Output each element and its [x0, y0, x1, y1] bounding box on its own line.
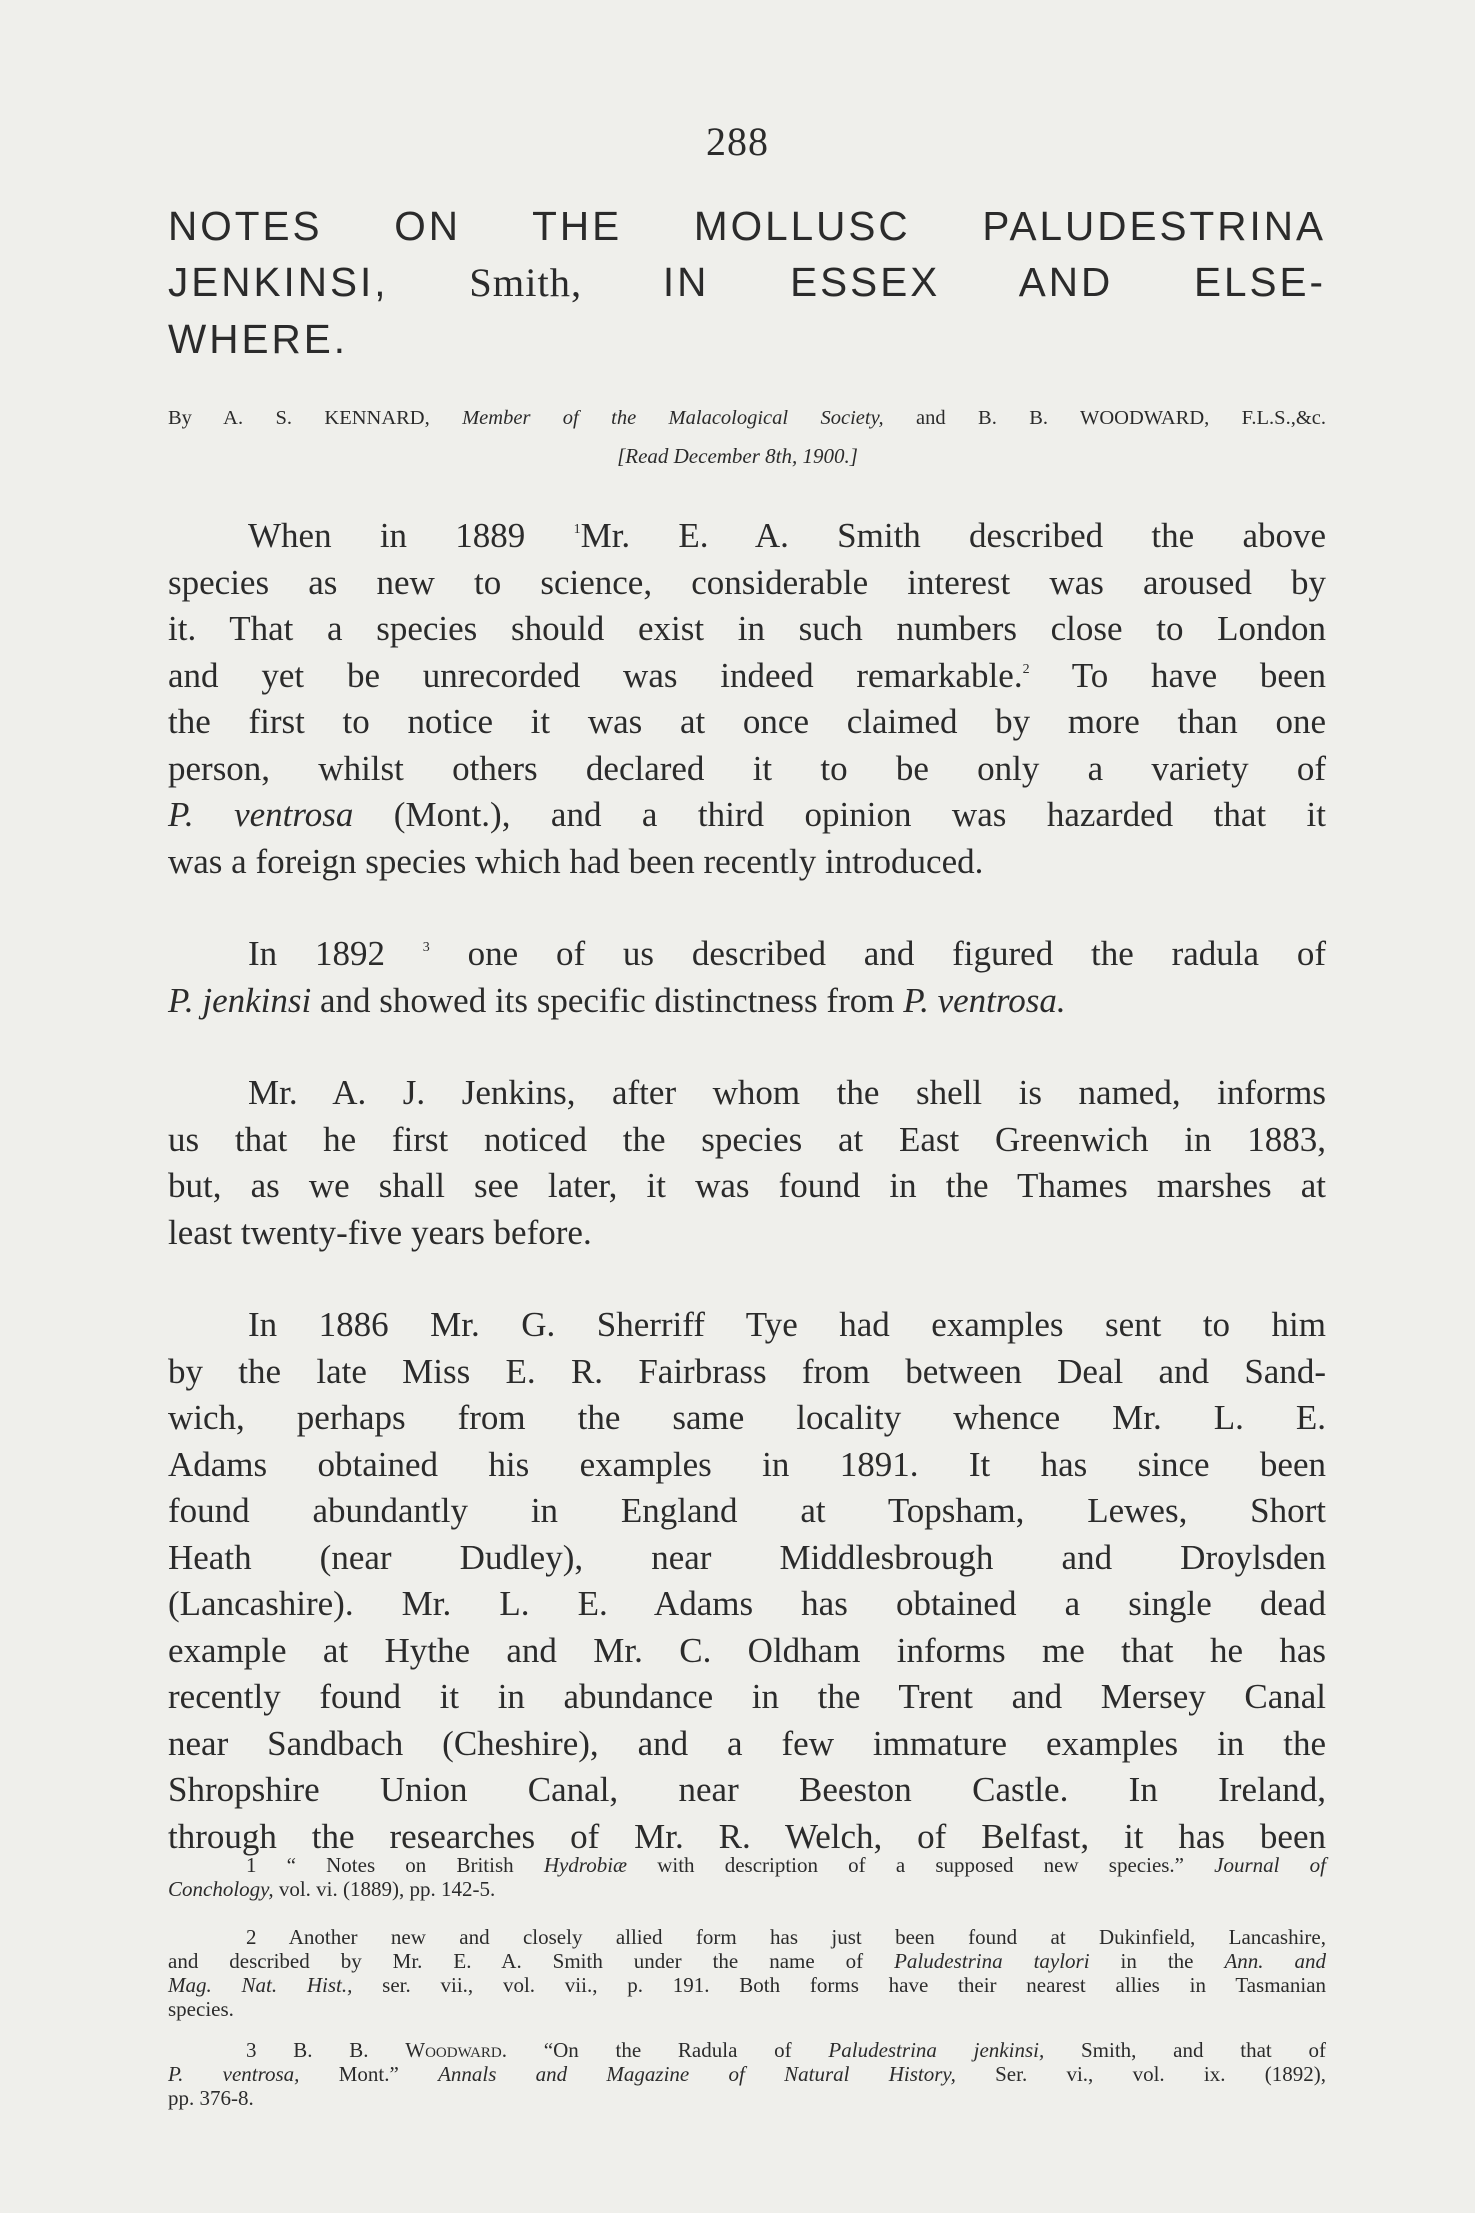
text-run: 3 B. B.: [246, 2038, 406, 2062]
footnote-line: [168, 1949, 1326, 1973]
title-line: [168, 254, 1326, 311]
text-run: Mr. E. A. Smith described the above: [580, 516, 1327, 555]
body-line: [168, 1163, 1326, 1210]
title-text: IN ESSEX AND ELSE-: [582, 259, 1326, 305]
text-run: and yet be unrecorded was indeed remarkable.: [168, 655, 1023, 695]
body-line: [168, 560, 1326, 607]
title-line: WHERE.: [168, 316, 348, 362]
body-line: [168, 746, 1326, 793]
text-run: and showed its specific distinctness from: [311, 980, 904, 1020]
text-run: person, whilst others declared it to be only a variety of: [168, 748, 1326, 788]
footnote: [168, 1853, 1326, 1901]
body-paragraph: [168, 1302, 1326, 1860]
text-run: example at Hythe and Mr. C. Oldham informs me that he has: [168, 1630, 1326, 1670]
footnote-line: [168, 1997, 1326, 2021]
text-run: Heath (near Dudley), near Middlesbrough and Droylsden: [168, 1537, 1326, 1577]
italic-text: Journal of: [1214, 1853, 1326, 1877]
body-paragraph: [168, 931, 1326, 1024]
text-run: Ser. vi., vol. ix. (1892),: [955, 2062, 1327, 2086]
body-line: [168, 1535, 1326, 1582]
italic-text: Hydrobiæ: [543, 1853, 628, 1877]
italic-text: Conchology,: [168, 1877, 274, 1901]
body-line: [168, 978, 1326, 1025]
italic-text: P. ventrosa: [168, 795, 354, 834]
italic-text: Mag. Nat. Hist.,: [168, 1973, 353, 1997]
article-body: [168, 513, 1326, 1906]
text-run: through the researches of Mr. R. Welch, of Belfast, it has been: [168, 1816, 1326, 1856]
footnote: [168, 2038, 1326, 2110]
body-line: [168, 1721, 1326, 1768]
text-run: with description of a supposed new species.”: [627, 1853, 1215, 1877]
body-line: [168, 1070, 1326, 1117]
text-run: . “On the Radula of: [501, 2038, 829, 2062]
text-run: When in 1889: [248, 516, 574, 555]
text-run: was a foreign species which had been recently introduced.: [168, 841, 984, 881]
text-run: Adams obtained his examples in 1891. It has since been: [168, 1444, 1326, 1484]
body-line: [168, 931, 1326, 978]
italic-text: Ann. and: [1224, 1949, 1327, 1973]
text-run: and described by Mr. E. A. Smith under the name of: [168, 1949, 895, 1973]
text-run: (Mont.), and a third opinion was hazarded that it: [353, 795, 1326, 834]
text-run: Mont.”: [299, 2062, 439, 2086]
title-author-name: Smith,: [469, 260, 583, 305]
body-line: [168, 1767, 1326, 1814]
text-run: one of us described and figured the radula of: [429, 934, 1327, 973]
text-run: recently found it in abundance in the Trent and Mersey Canal: [168, 1677, 1326, 1716]
byline-prefix: By A. S. KENNARD,: [168, 407, 463, 429]
footnote-marker: 2: [1022, 661, 1030, 677]
body-line: [168, 513, 1326, 560]
body-line: [168, 1117, 1326, 1164]
body-line: [168, 1628, 1326, 1675]
body-line: [168, 606, 1326, 653]
body-paragraph: [168, 513, 1326, 885]
text-run: 2 Another new and closely allied form has just been found at Dukinfield, Lancashire,: [246, 1925, 1326, 1949]
text-run: Mr. A. J. Jenkins, after whom the shell is named, informs: [248, 1073, 1326, 1112]
text-run: Woodward: [405, 2038, 502, 2062]
body-line: [168, 1488, 1326, 1535]
italic-text: Annals and Magazine of Natural History,: [438, 2062, 956, 2086]
text-run: Shropshire Union Canal, near Beeston Castle. In Ireland,: [168, 1770, 1326, 1809]
italic-text: P. ventrosa,: [168, 2062, 300, 2086]
footnote-line: [168, 2086, 1326, 2110]
text-run: 1 “ Notes on British: [246, 1853, 544, 1877]
byline-role: Member of the Malacological Society,: [462, 407, 884, 429]
italic-text: P. jenkinsi: [168, 980, 312, 1020]
text-run: it. That a species should exist in such numbers close to London: [168, 609, 1326, 648]
body-line: [168, 1395, 1326, 1442]
byline: [168, 407, 1326, 430]
body-line: [168, 699, 1326, 746]
text-run: in the: [1089, 1949, 1225, 1973]
footnote-line: [168, 1877, 1326, 1901]
page-number: 288: [706, 119, 769, 164]
read-date: [Read December 8th, 1900.]: [617, 444, 858, 468]
text-run: near Sandbach (Cheshire), and a few immature examples in the: [168, 1723, 1326, 1763]
body-line: [168, 1674, 1326, 1721]
body-line: [168, 1581, 1326, 1628]
text-run: but, as we shall see later, it was found in the Thames marshes at: [168, 1166, 1326, 1205]
text-run: wich, perhaps from the same locality whence Mr. L. E.: [168, 1398, 1326, 1437]
text-run: us that he first noticed the species at East Greenwich in 1883,: [168, 1119, 1326, 1159]
footnote-marker: 3: [422, 940, 430, 955]
text-run: species.: [168, 1997, 234, 2021]
text-run: In 1886 Mr. G. Sherriff Tye had examples sent to him: [248, 1305, 1326, 1344]
body-paragraph: [168, 1070, 1326, 1256]
title-text: JENKINSI,: [168, 259, 470, 305]
text-run: vol. vi. (1889), pp. 142-5.: [273, 1877, 496, 1901]
footnote-marker: 1: [573, 522, 581, 537]
body-line: [168, 653, 1326, 700]
text-run: found abundantly in England at Topsham, Lewes, Short: [168, 1491, 1326, 1530]
article-title: [168, 198, 1326, 367]
text-run: (Lancashire). Mr. L. E. Adams has obtained a single dead: [168, 1584, 1326, 1623]
text-run: In 1892: [248, 934, 423, 973]
body-line: [168, 1210, 1326, 1257]
body-line: [168, 839, 1326, 886]
body-line: [168, 792, 1326, 839]
text-run: species as new to science, considerable interest was aroused by: [168, 562, 1326, 602]
footnote-line: [168, 1973, 1326, 1997]
footnote: [168, 1925, 1326, 2021]
title-line: NOTES ON THE MOLLUSC PALUDESTRINA: [168, 203, 1326, 249]
text-run: ser. vii., vol. vii., p. 191. Both forms have their nearest allies in Tasmanian: [352, 1973, 1327, 1997]
italic-text: Paludestrina jenkinsi,: [828, 2038, 1045, 2062]
footnote-line: [168, 2062, 1326, 2086]
text-run: To have been: [1029, 655, 1326, 695]
body-line: [168, 1442, 1326, 1489]
body-line: [168, 1349, 1326, 1396]
footnote-line: [168, 2038, 1326, 2062]
text-run: the first to notice it was at once claimed by more than one: [168, 702, 1326, 741]
body-line: [168, 1302, 1326, 1349]
text-run: by the late Miss E. R. Fairbrass from between Deal and Sand-: [168, 1351, 1326, 1391]
text-run: Smith, and that of: [1044, 2038, 1326, 2062]
footnote-line: [168, 1925, 1326, 1949]
text-run: pp. 376-8.: [168, 2086, 254, 2110]
byline-suffix: and B. B. WOODWARD, F.L.S.,&c.: [883, 407, 1326, 429]
italic-text: P. ventrosa.: [903, 980, 1066, 1020]
text-run: least twenty-five years before.: [168, 1212, 592, 1252]
footnote-line: [168, 1853, 1326, 1877]
italic-text: Paludestrina taylori: [894, 1949, 1090, 1973]
